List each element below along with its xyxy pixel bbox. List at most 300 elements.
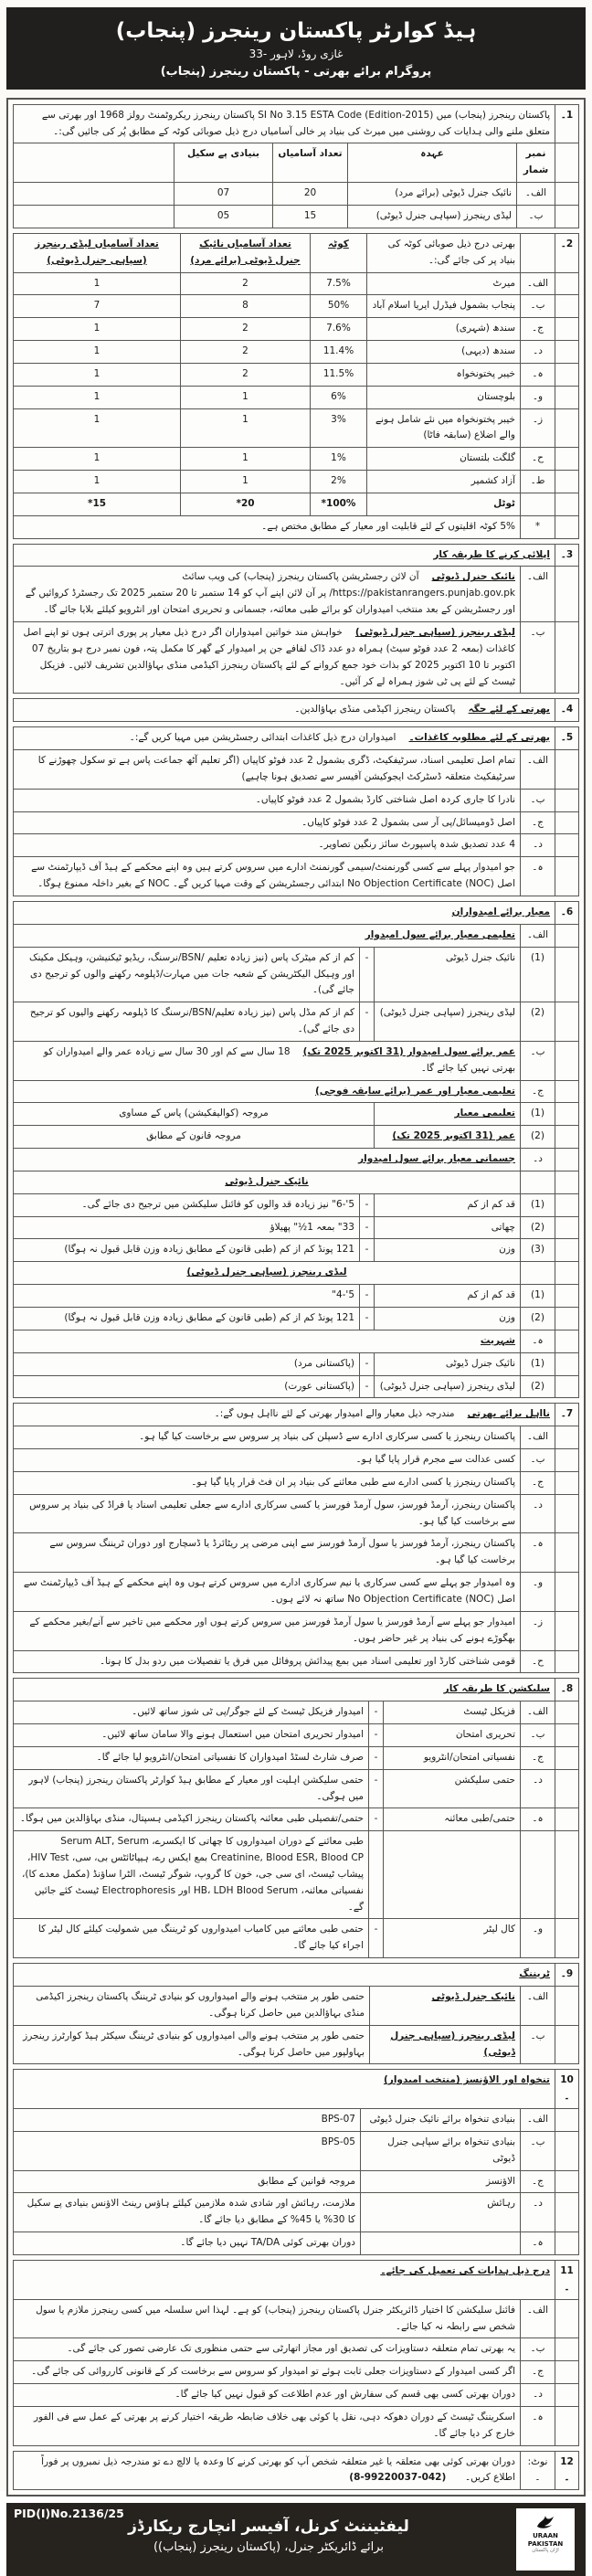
quota-table-body [14, 272, 579, 493]
citizenship-female-row: (2) لیڈی رینجرز (سپاہی جنرل ڈیوٹی) - (پاکستانی عورت) [14, 1375, 579, 1398]
item-label [384, 1831, 521, 1919]
item-label [361, 2232, 521, 2255]
item-value: مروجہ قوانین کے مطابق [14, 2170, 361, 2193]
instructions-list [14, 2299, 579, 2445]
item-no: (1) [521, 947, 555, 1002]
section-3-heading: اپلائی کرنے کا طریقہ کار [433, 548, 550, 560]
item-text: امیدوار فزیکل ٹیسٹ کے لئے جوگر/پی ٹی شوز ساتھ لائیں۔ [14, 1701, 369, 1724]
item-text: امیدوار جو پہلے سے آرمڈ فورسز یا سول آرمڈ فورسز میں سروس کرتے ہوں اور محکمے میں تاخیر سے آنے/بغیر محکمے کے بھگوڑے ہونے کی بنیاد پر غیر حاضر ہوں۔ [14, 1611, 521, 1650]
col-count: تعداد آسامیاں [273, 143, 348, 183]
table-row: (1) قد کم از کم - 5'-6" نیز زیادہ قد والوں کو فائنل سلیکشن میں ترجیح دی جائے گی۔ [14, 1193, 579, 1216]
table-row: (3) وزن - 121 پونڈ کم از کم (طبی قانون کے مطابق زیادہ وزن قابل قبول نہ ہوگا) [14, 1239, 579, 1262]
table-row: (1) قد کم از کم - 5'-4" [14, 1285, 579, 1308]
item-serial: ج۔ [521, 1080, 555, 1103]
section-3 [13, 544, 579, 694]
section-number: 2۔ [555, 233, 579, 272]
org-title: ہیڈ کوارٹر پاکستان رینجرز (پنجاب) [115, 19, 477, 43]
list-item [14, 2299, 579, 2338]
item-text: حتمی طور پر منتخب ہونے والی امیدواروں کو بنیادی ٹریننگ سیکٹر ہیڈ کوارٹرز رینجرز بہاولپور میں حاصل کرنا ہوگی۔ [14, 2025, 370, 2064]
training-list [14, 1987, 579, 2064]
table-row [14, 471, 579, 493]
signature-line-2: برائے ڈائریکٹر جنرل، (پاکستان رینجرز (پنجاب)) [153, 2540, 385, 2555]
col-scale: بنیادی پے سکیل [174, 143, 273, 183]
item-text: 121 پونڈ کم از کم (طبی قانون کے مطابق زیادہ وزن قابل قبول نہ ہوگا) [14, 1308, 360, 1330]
item-text: کم از کم میٹرک پاس (نیز زیادہ تعلیم /BSN/نرسنگ، ریڈیو ٹیکنیشن، وہیکل مکینک اور وہیکل الیکٹریشن کے شعبہ جات میں مہارت/ڈپلومہ رکھنے والوں کو ترجیح دی جائے گی)۔ [14, 947, 360, 1002]
row-serial: ط۔ [521, 471, 555, 493]
row-post: نائیک جنرل ڈیوٹی (برائے مرد) [348, 183, 517, 206]
item-serial: الف۔ [521, 924, 555, 947]
notice-subtitle: پروگرام برائے بھرتی - پاکستان رینجرز (پنجاب) [160, 64, 432, 79]
apply-lady-text: خواہش مند خواتین امیدواران اگر درج ذیل معیار پر پوری اترتی ہوں تو اپنے اصل کاغذات (بمعہ 2 عدد فوٹو سیٹ) ہمراہ دو عدد ڈاک لفافے جن پر امیدوار کے گھر کا مکمل پتہ، فون نمبر درج ہو بتاریخ 07 اکتوبر تا 10 اکتوبر 2025 کو بذات خود جمع کروانے کے لئے پاکستان رینجرز اکیڈمی منڈی بہاؤالدین تشریف لائیں۔ فزیکل ٹیسٹ کے لئے پی ٹی شوز ہمراہ لے کر آئیں۔ [23, 627, 515, 687]
list-item [14, 1987, 579, 2026]
note-bullet: * [521, 515, 555, 538]
section-7 [13, 1403, 579, 1673]
edu-lady-row: (2) لیڈی رینجرز (سپاہی جنرل ڈیوٹی) - کم از کم مڈل پاس (نیز زیادہ تعلیم/BSN/نرسنگ کا ڈپلومہ رکھنے والیوں کو ترجیح دی جائے گی)۔ [14, 1002, 579, 1042]
item-serial: ج۔ [521, 2170, 555, 2193]
section-4 [13, 698, 579, 722]
section-9 [13, 1963, 579, 2064]
section-10 [13, 2069, 579, 2255]
col-serial: نمبر شمار [517, 143, 555, 183]
item-text: تمام اصل تعلیمی اسناد، سرٹیفکیٹ، ڈگری بشمول 2 عدد فوٹو کاپیاں (اگر تعلیم آٹھ جماعت پاس ہے تو سکول چھوڑنے کا سرٹیفکیٹ متعلقہ ڈسٹرکٹ ایجوکیشن آفیسر سے تصدیق ہونا چاہیے) [14, 750, 521, 790]
row-quota: 3% [311, 408, 367, 448]
row-female: 1 [14, 408, 181, 448]
quota-total-row [14, 493, 579, 515]
item-no: (1) [521, 1193, 555, 1216]
row-male: 1 [181, 448, 311, 471]
section-number: 1۔ [555, 104, 579, 143]
table-row [14, 183, 579, 206]
row-male: 1 [181, 386, 311, 408]
row-count: 20 [273, 183, 348, 206]
apply-naik-text-before: آن لائن رجسٹریشن پاکستان رینجرز (پنجاب) کی ویب سائٹ [182, 571, 419, 583]
section-1-intro: پاکستان رینجرز (پنجاب) میں SI No 3.15 ESTA Code (Edition-2015) پاکستان رینجرز ریکروٹمنٹ رولز 1968 اور بھرتی سے متعلق ملنے والی ہدایات کی روشنی میں میرٹ کی بنیاد پر خالی آسامیاں درج ذیل صوبائی کوٹہ کے مطابق پُر کی جائیں گی:۔ [14, 104, 555, 143]
section-10-heading-row [14, 2070, 579, 2109]
phone-number: (042-99220037-8) [349, 2472, 447, 2484]
edu-standard-heading: تعلیمی معیار برائے سول امیدوار [365, 928, 515, 940]
item-serial: الف۔ [521, 2109, 555, 2132]
item-no: (2) [521, 1308, 555, 1330]
item-label: تحریری امتحان [384, 1724, 521, 1747]
list-item: الف۔ فزیکل ٹیسٹ - امیدوار فزیکل ٹیسٹ کے لئے جوگر/پی ٹی شوز ساتھ لائیں۔ [14, 1701, 579, 1724]
section-9-heading-row [14, 1964, 579, 1987]
uraan-pakistan-logo [516, 2508, 575, 2571]
item-text: مروجہ (کوالیفکیشن) پاس کے مساوی [14, 1103, 375, 1126]
edu-standard-heading-row [14, 924, 579, 947]
item-text: مروجہ قانون کے مطابق [14, 1126, 375, 1149]
section-5-intro: امیدواران درج ذیل کاغذات ابتدائی رجسٹریشن میں مہیا کریں گے:۔ [129, 732, 396, 744]
item-serial: ب۔ [521, 1041, 555, 1080]
col-male-count: تعداد آسامیاں نائیک جنرل ڈیوٹی (برائے مرد) [190, 238, 301, 266]
section-8-heading-row [14, 1679, 579, 1701]
row-region: آزاد کشمیر [367, 471, 521, 493]
section-6 [13, 901, 579, 1398]
table-row [14, 341, 579, 364]
selection-steps [14, 1701, 579, 1958]
item-serial: الف۔ [521, 1987, 555, 2026]
item-serial: ب۔ [521, 1449, 555, 1472]
item-text: اسکریننگ ٹیسٹ کے دوران دھوکہ دہی، نقل یا کوئی بھی خلاف ضابطہ طریقہ اختیار کرنے پر بھرتی کے عمل سے فی الفور خارج کر دیا جائے گا۔ [14, 2406, 521, 2445]
section-5-heading-row [14, 727, 579, 750]
item-label: کال لیٹر [384, 1919, 521, 1958]
section-11 [13, 2260, 579, 2446]
note-row [14, 2451, 579, 2490]
item-serial: ج۔ [521, 1746, 555, 1769]
documents-list [14, 750, 579, 896]
section-6-heading-row [14, 901, 579, 924]
row-male: 8 [181, 295, 311, 318]
row-quota: 6% [311, 386, 367, 408]
table-row: (2) وزن - 121 پونڈ کم از کم (طبی قانون کے مطابق زیادہ وزن قابل قبول نہ ہوگا) [14, 1308, 579, 1330]
table-row [14, 205, 579, 228]
item-label: بنیادی تنخواہ برائے نائیک جنرل ڈیوٹی [361, 2109, 521, 2132]
row-serial: ہ۔ [521, 363, 555, 386]
item-no: (1) [521, 1103, 555, 1126]
row-serial: ز۔ [521, 408, 555, 448]
logo-tagline: اڑان پاکستان [532, 2548, 559, 2554]
section-number: 6۔ [555, 901, 579, 924]
item-text: قومی شناختی کارڈ اور تعلیمی اسناد میں بمع پیدائش پروفائل میں فرق یا تفصیلات میں ردو بدل کا ہونا۔ [14, 1650, 521, 1673]
item-text: 33" بمعہ 1½" پھیلاؤ [14, 1216, 360, 1239]
list-item [14, 834, 579, 857]
citizenship-heading: شہریت [480, 1334, 515, 1346]
item-serial: د۔ [521, 2193, 555, 2232]
item-serial: د۔ [521, 834, 555, 857]
table-row: (2) چھاتی - 33" بمعہ 1½" پھیلاؤ [14, 1216, 579, 1239]
item-text: یہ بھرتی تمام متعلقہ دستاویزات کی تصدیق اور مجاز اتھارٹی سے حتمی منظوری تک عارضی تصور کی جائے گی۔ [14, 2338, 521, 2361]
item-text: حتمی سلیکشن اہلیت اور معیار کے مطابق ہیڈ کوارٹر پاکستان رینجرز (پنجاب) لاہور میں ہوگی۔ [14, 1769, 369, 1808]
list-item [14, 1650, 579, 1673]
table-row [14, 318, 579, 341]
quota-note-row [14, 515, 579, 538]
item-no: (3) [521, 1239, 555, 1262]
org-address: غازی روڈ، لاہور -33 [248, 47, 344, 60]
physical-standard-heading-row [14, 1149, 579, 1171]
list-item [14, 1533, 579, 1573]
item-label: لیڈی رینجرز (سپاہی جنرل ڈیوٹی) [375, 1375, 521, 1398]
list-item [14, 1831, 579, 1919]
list-item: ہ۔ حتمی/طبی معائنہ - حتمی/تفصیلی طبی معائنہ پاکستان رینجرز اکیڈمی ہسپتال، منڈی بہاؤالدین میں ہوگا۔ [14, 1808, 579, 1831]
row-quota: 11.4% [311, 341, 367, 364]
item-label: وزن [375, 1308, 521, 1330]
item-serial: ح۔ [521, 1650, 555, 1673]
apply-naik-row [14, 567, 579, 622]
item-serial: ب۔ [521, 2338, 555, 2361]
row-female: 1 [14, 272, 181, 295]
minority-quota-note: 5% کوٹہ اقلیتوں کے لئے قابلیت اور معیار کے مطابق مختص ہے۔ [14, 515, 521, 538]
physical-male-subheading-row [14, 1171, 579, 1193]
list-item [14, 2338, 579, 2361]
item-serial: ج۔ [521, 811, 555, 834]
edu-naik-row: (1) نائیک جنرل ڈیوٹی - کم از کم میٹرک پاس (نیز زیادہ تعلیم /BSN/نرسنگ، ریڈیو ٹیکنیشن، وہیکل مکینک اور وہیکل الیکٹریشن کے شعبہ جات میں مہارت/ڈپلومہ رکھنے والوں کو ترجیح دی جائے گی)۔ [14, 947, 579, 1002]
item-label: فزیکل ٹیسٹ [384, 1701, 521, 1724]
ex-army-age-row [14, 1126, 579, 1149]
notice-body [6, 98, 586, 2497]
item-serial: ہ۔ [521, 857, 555, 896]
item-label: نفسیاتی امتحان/انٹرویو [384, 1746, 521, 1769]
item-text: کم از کم مڈل پاس (نیز زیادہ تعلیم/BSN/نرسنگ کا ڈپلومہ رکھنے والیوں کو ترجیح دی جائے گی)۔ [14, 1002, 360, 1042]
section-10-heading: تنخواہ اور الاؤنسز (منتخب امیدوار) [383, 2074, 550, 2086]
item-label: عمر (31 اکتوبر 2025 تک) [392, 1130, 515, 1142]
age-heading: عمر برائے سول امیدوار (31 اکتوبر 2025 تک) [302, 1045, 515, 1057]
section-12 [13, 2451, 579, 2491]
item-serial: د۔ [521, 1149, 555, 1171]
row-female: 7 [14, 295, 181, 318]
row-serial: ج۔ [521, 318, 555, 341]
item-serial: ب۔ [521, 1724, 555, 1747]
list-item: ب۔ تحریری امتحان - امیدوار تحریری امتحان میں استعمال ہونے والا سامان ساتھ لائیں۔ [14, 1724, 579, 1747]
item-no: (2) [521, 1002, 555, 1042]
ex-army-edu-row [14, 1103, 579, 1126]
row-female: 1 [14, 386, 181, 408]
item-no: (2) [521, 1126, 555, 1149]
row-serial: ب۔ [521, 622, 555, 694]
item-label: نائیک جنرل ڈیوٹی [375, 947, 521, 1002]
header-banner [6, 7, 586, 90]
list-item [14, 1611, 579, 1650]
list-item: ج۔ نفسیاتی امتحان/انٹرویو - صرف شارٹ لسٹڈ امیدواران کا نفسیاتی امتحان/انٹرویو لیا جائے گا۔ [14, 1746, 579, 1769]
logo-text: URAAN PAKISTAN [527, 2532, 564, 2548]
venue-text: پاکستان رینجرز اکیڈمی منڈی بہاؤالدین۔ [294, 704, 456, 716]
row-serial: الف۔ [521, 567, 555, 622]
section-number: 5۔ [555, 727, 579, 750]
item-label: لیڈی رینجرز (سپاہی جنرل ڈیوٹی) [375, 1002, 521, 1042]
physical-female-subheading-row [14, 1262, 579, 1285]
item-text: صرف شارٹ لسٹڈ امیدواران کا نفسیاتی امتحان/انٹرویو لیا جائے گا۔ [14, 1746, 369, 1769]
quota-table-header [14, 233, 579, 272]
item-serial: ہ۔ [521, 1808, 555, 1831]
item-text: 5'-6" نیز زیادہ قد والوں کو فائنل سلیکشن میں ترجیح دی جائے گی۔ [14, 1193, 360, 1216]
section-number: 9۔ [555, 1964, 579, 1987]
posts-table-body [14, 183, 579, 228]
section-8 [13, 1678, 579, 1958]
item-label: تعلیمی معیار [454, 1108, 515, 1119]
row-quota: 7.5% [311, 272, 367, 295]
pid-number: PID(I)No.2136/25 [14, 2507, 124, 2521]
list-item [14, 2384, 579, 2407]
item-text: 4 عدد تصدیق شدہ پاسپورٹ سائز رنگین تصاویر۔ [14, 834, 521, 857]
item-no: (1) [521, 1352, 555, 1375]
section-11-heading-row [14, 2260, 579, 2299]
list-item [14, 750, 579, 790]
row-serial: الف۔ [521, 272, 555, 295]
pay-list [14, 2109, 579, 2255]
section-8-heading: سلیکشن کا طریقہ کار [443, 1683, 550, 1695]
section-5-heading: بھرتی کے لئے مطلوبہ کاغذات۔ [408, 732, 550, 744]
row-serial: ح۔ [521, 448, 555, 471]
item-text: طبی معائنے کے دوران امیدواروں کا چھاتی کا ایکسرے، Serum ALT, Serum Creatinine, Blood ESR, Blood CP بمع ایکس رے، ہیپاٹائٹس بی، سی، HIV Test، پیشاب ٹیسٹ، ای سی جی، خون کا گروپ، شوگر ٹیسٹ، الٹرا ساؤنڈ (مکمل معدے کا)، نفسیاتی معائنہ، HB، LDH Blood Serum اور Electrophoresis ٹیسٹ کئے جائیں گے۔ [14, 1831, 369, 1919]
row-female: 1 [14, 318, 181, 341]
list-item [14, 1494, 579, 1533]
table-row [14, 408, 579, 448]
item-value: دوران بھرتی کوئی TA/DA نہیں دیا جائے گا۔ [14, 2232, 361, 2255]
item-serial: د۔ [521, 1769, 555, 1808]
item-text: جو امیدوار پہلے سے کسی گورنمنٹ/سیمی گورنمنٹ ادارے میں سروس کرتے ہیں وہ اپنے محکمے کے ہیڈ آف ڈیپارٹمنٹ سے اصل No Objection Certificate (NOC) ابتدائی رجسٹریشن کے وقت مہیا کریں گے۔ NOC کے بغیر داخلہ ممنوع ہوگا۔ [14, 857, 521, 896]
item-text: (پاکستانی مرد) [14, 1352, 360, 1375]
item-no: (1) [521, 1285, 555, 1308]
item-text: پاکستان رینجرز، آرمڈ فورسز، سول آرمڈ فورسز یا کسی سرکاری ادارے سے جعلی تعلیمی اسناد یا فراڈ کی بنیاد پر سروس سے برخاست کیا گیا ہو۔ [14, 1494, 521, 1533]
item-text: حتمی طور پر منتخب ہونے والے امیدواروں کو بنیادی ٹریننگ پاکستان رینجرز اکیڈمی منڈی بہاؤالدین میں حاصل کرنا ہوگی۔ [14, 1987, 370, 2026]
item-text: 121 پونڈ کم از کم (طبی قانون کے مطابق زیادہ وزن قابل قبول نہ ہوگا) [14, 1239, 360, 1262]
item-serial: د۔ [521, 1494, 555, 1533]
item-text: دوران بھرتی کسی بھی قسم کی سفارش اور عدم اطلاعت کو قبول نہیں کیا جائے گا۔ [14, 2384, 521, 2407]
section-number: 8۔ [555, 1679, 579, 1701]
row-male: 2 [181, 272, 311, 295]
row-quota: 11.5% [311, 363, 367, 386]
item-text: وہ امیدوار جو پہلے سے کسی سرکاری یا نیم سرکاری ادارے میں سروس کرتے ہوں وہ اپنے محکمے کے ہیڈ آف ڈیپارٹمنٹ سے اصل No Objection Certificate (NOC) ساتھ نہ لائے ہوں۔ [14, 1573, 521, 1612]
item-text: پاکستان رینجرز یا کسی سرکاری ادارے سے ڈسپلن کی بنیاد پر سروس سے برخاست کیا گیا ہو۔ [14, 1426, 521, 1449]
citizenship-male-row: (1) نائیک جنرل ڈیوٹی - (پاکستانی مرد) [14, 1352, 579, 1375]
list-item [14, 2025, 579, 2064]
row-male: 1 [181, 408, 311, 448]
item-serial: ب۔ [521, 789, 555, 811]
row-male: 1 [181, 471, 311, 493]
apply-lady-row [14, 622, 579, 694]
physical-male-subheading: نائیک جنرل ڈیوٹی [225, 1175, 309, 1187]
col-quota: کوٹہ [328, 238, 349, 249]
apply-naik-label: نائیک جنرل ڈیوٹی [431, 571, 515, 583]
section-6-heading: معیار برائے امیدواران [451, 906, 550, 917]
row-serial: د۔ [521, 341, 555, 364]
total-female: 15* [14, 493, 181, 515]
item-label: نائیک جنرل ڈیوٹی [431, 1991, 515, 2002]
item-label: حتمی/طبی معائنہ [384, 1808, 521, 1831]
posts-table-header [14, 143, 579, 183]
item-text: نادرا کا جاری کردہ اصل شناختی کارڈ بشمول 2 عدد فوٹو کاپیاں۔ [14, 789, 521, 811]
section-number: 3۔ [555, 544, 579, 567]
row-quota: 7.6% [311, 318, 367, 341]
item-text: حتمی طبی معائنے میں کامیاب امیدواروں کو ٹریننگ میں شمولیت کیلئے کال لیٹر کا اجراء کیا جائے گا۔ [14, 1919, 369, 1958]
section-number: 4۔ [555, 699, 579, 722]
col-post: عہدہ [348, 143, 517, 183]
list-item [14, 2131, 579, 2170]
physical-female-subheading: لیڈی رینجرز (سپاہی جنرل ڈیوٹی) [186, 1267, 347, 1278]
item-serial: ہ۔ [521, 1330, 555, 1352]
list-item [14, 1449, 579, 1472]
item-text: پاکستان رینجرز، آرمڈ فورسز یا سول آرمڈ فورسز سے اپنی مرضی پر ریٹائرڈ یا ڈسچارج اور دوران ٹریننگ سروس سے برخاست کیا گیا ہو۔ [14, 1533, 521, 1573]
row-serial: و۔ [521, 386, 555, 408]
row-serial: ب۔ [521, 295, 555, 318]
row-serial: ب۔ [517, 205, 555, 228]
list-item [14, 789, 579, 811]
list-item [14, 1471, 579, 1494]
row-region: خیبر پختونخواہ میں نئے شامل ہونے والے اضلاع (سابقہ فاٹا) [367, 408, 521, 448]
section-7-heading: نااہل برائے بھرتی [467, 1408, 550, 1420]
item-serial: الف۔ [521, 1426, 555, 1449]
col-female-count: تعداد آسامیاں لیڈی رینجرز (سپاہی جنرل ڈیوٹی) [35, 238, 159, 266]
signature-line-1: لیفٹیننٹ کرنل، آفیسر انچارج ریکارڈز [128, 2518, 409, 2537]
row-serial: الف۔ [517, 183, 555, 206]
item-serial: ز۔ [521, 1611, 555, 1650]
item-serial: ہ۔ [521, 1533, 555, 1573]
item-text: پاکستان رینجرز یا کسی ادارے سے طبی معائنے کی بنیاد پر ان فٹ قرار پایا گیا ہو۔ [14, 1471, 521, 1494]
physical-standard-heading: جسمانی معیار برائے سول امیدوار [358, 1153, 515, 1165]
item-label: لیڈی رینجرز (سپاہی جنرل ڈیوٹی) [390, 2030, 515, 2058]
total-male: 20* [181, 493, 311, 515]
item-label: حتمی سلیکشن [384, 1769, 521, 1808]
section-9-heading: ٹریننگ [519, 1968, 550, 1980]
note-text: دوران بھرتی کوئی بھی متعلقہ یا غیر متعلقہ شخص آپ کو بھرتی کرنے کا وعدہ یا لالچ دے تو مندرجہ ذیل نمبروں پر فوراً اطلاع کریں۔ [41, 2455, 515, 2484]
row-scale: 05 [174, 205, 273, 228]
item-serial: و۔ [521, 1573, 555, 1612]
row-female: 1 [14, 471, 181, 493]
item-label: رہائش [361, 2193, 521, 2232]
list-item [14, 1426, 579, 1449]
list-item [14, 2193, 579, 2232]
item-serial: ب۔ [521, 2025, 555, 2064]
item-serial: ہ۔ [521, 2406, 555, 2445]
list-item [14, 2232, 579, 2255]
ex-army-heading-row [14, 1080, 579, 1103]
list-item [14, 2170, 579, 2193]
row-male: 2 [181, 363, 311, 386]
section-5 [13, 726, 579, 896]
section-7-intro: مندرجہ ذیل معیار والے امیدوار بھرتی کے لئے نااہل ہوں گے:۔ [214, 1408, 455, 1420]
row-region: پنجاب بشمول فیڈرل ایریا اسلام آباد [367, 295, 521, 318]
item-label: چھاتی [375, 1216, 521, 1239]
row-region: گلگت بلتستان [367, 448, 521, 471]
row-quota: 1% [311, 448, 367, 471]
section-number: 7۔ [555, 1404, 579, 1426]
table-row [14, 386, 579, 408]
section-2-intro: بھرتی درج ذیل صوبائی کوٹہ کی بنیاد پر کی جائے گی:۔ [367, 233, 521, 272]
item-no: (2) [521, 1216, 555, 1239]
list-item: د۔ حتمی سلیکشن - حتمی سلیکشن اہلیت اور معیار کے مطابق ہیڈ کوارٹر پاکستان رینجرز (پنجاب) لاہور میں ہوگی۔ [14, 1769, 579, 1808]
item-text: فائنل سلیکشن کا اختیار ڈائریکٹر جنرل پاکستان رینجرز (پنجاب) کو ہے۔ لہذا اس سلسلہ میں کسی رینجرز ملازم یا سول شخص سے رابطہ نہ کیا جائے۔ [14, 2299, 521, 2338]
item-label: قد کم از کم [375, 1285, 521, 1308]
footer-bar [6, 2503, 586, 2576]
item-label: نائیک جنرل ڈیوٹی [375, 1352, 521, 1375]
section-7-heading-row [14, 1404, 579, 1426]
item-label: قد کم از کم [375, 1193, 521, 1216]
age-text: 18 سال سے کم اور 30 سال سے زیادہ عمر والے امیدواران کو بھرتی نہیں کیا جائے گا۔ [43, 1045, 515, 1074]
item-serial: ج۔ [521, 1471, 555, 1494]
section-1-intro-row [14, 104, 579, 143]
apply-naik-text-after: پر آن لائن اپنے آپ کو 14 ستمبر تا 20 ستمبر 2025 تک رجسٹرڈ کروائیں گے اور رجسٹریشن کے بعد منتخب امیدواران کو برائے طبی معائنہ، جسمانی و تحریری امتحان اور انٹرویو کیلئے بلایا جائے گا۔ [25, 588, 515, 616]
physical-male-rows [14, 1193, 579, 1262]
item-text: اصل ڈومیسائل/پی آر سی بشمول 2 عدد فوٹو کاپیاں۔ [14, 811, 521, 834]
section-number: 11۔ [555, 2260, 579, 2299]
list-item [14, 2406, 579, 2445]
row-region: بلوچستان [367, 386, 521, 408]
list-item [14, 2109, 579, 2132]
website-url[interactable]: https://pakistanrangers.punjab.gov.pk/ [329, 588, 515, 599]
signature-block [61, 2518, 476, 2554]
item-text: اگر کسی امیدوار کے دستاویزات جعلی ثابت ہوئے تو امیدوار کو سروس سے برخاست کر کے قانونی کارروائی کی جائے گی۔ [14, 2361, 521, 2384]
row-region: سندھ (شہری) [367, 318, 521, 341]
item-text: امیدوار تحریری امتحان میں استعمال ہونے والا سامان ساتھ لائیں۔ [14, 1724, 369, 1747]
item-text: حتمی/تفصیلی طبی معائنہ پاکستان رینجرز اکیڈمی ہسپتال، منڈی بہاؤالدین میں ہوگا۔ [14, 1808, 369, 1831]
section-number: 10۔ [555, 2070, 579, 2109]
item-value: ملازمت، رہائش اور شادی شدہ ملازمین کیلئے ہاؤس رینٹ الاؤنس بنیادی پے سکیل کا 30% یا 45% کے مطابق دیا جائے گا۔ [14, 2193, 361, 2232]
item-text: کسی عدالت سے مجرم قرار پایا گیا ہو۔ [14, 1449, 521, 1472]
ex-army-heading: تعلیمی معیار اور عمر (برائے سابقہ فوجی) [315, 1085, 515, 1097]
item-serial: ہ۔ [521, 2232, 555, 2255]
item-serial: الف۔ [521, 750, 555, 790]
row-male: 2 [181, 341, 311, 364]
row-female: 1 [14, 341, 181, 364]
ineligibility-list [14, 1426, 579, 1673]
apply-lady-label: لیڈی رینجرز (سپاہی جنرل ڈیوٹی) [354, 627, 515, 638]
section-4-heading: بھرتی کے لئے جگہ [468, 704, 550, 716]
item-serial: د۔ [521, 2384, 555, 2407]
row-quota: 50% [311, 295, 367, 318]
item-label: الاؤنسز [361, 2170, 521, 2193]
note-label: نوٹ:۔ [521, 2451, 555, 2490]
physical-female-rows [14, 1285, 579, 1330]
list-item [14, 857, 579, 896]
row-post: لیڈی رینجرز (سپاہی جنرل ڈیوٹی) [348, 205, 517, 228]
